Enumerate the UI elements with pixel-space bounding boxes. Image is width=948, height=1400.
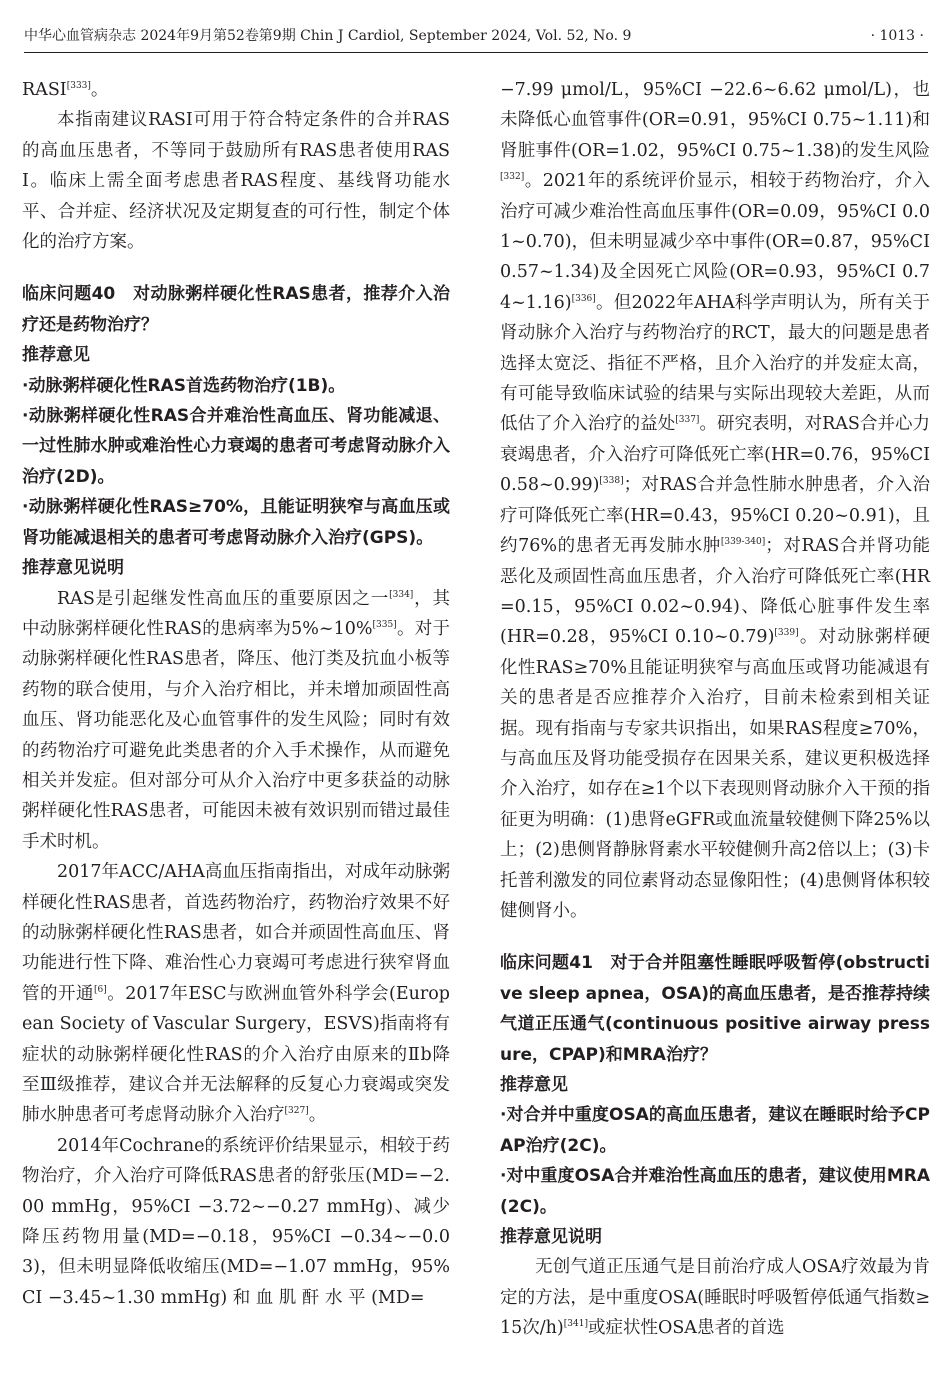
- citation-ref[interactable]: [339-340]: [720, 537, 766, 548]
- explanation-heading: 推荐意见说明: [22, 558, 124, 579]
- paragraph: 本指南建议RASI可用于符合特定条件的合并RAS的高血压患者，不等同于鼓励所有RAS患者使用RASI。临床上需全面考虑患者RAS程度、基线肾功能水平、合并症、经济状况及定期复查的可行性，制定个体化的治疗方案。: [22, 110, 450, 253]
- right-column: [500, 75, 930, 1344]
- journal-citation: 中华心血管病杂志 2024年9月第52卷第9期 Chin J Cardiol, September 2024, Vol. 52, No. 9: [24, 28, 632, 44]
- explanation-heading: 推荐意见说明: [500, 1227, 602, 1248]
- citation-ref[interactable]: [334]: [389, 589, 414, 600]
- paragraph: 无创气道正压通气是目前治疗成人OSA疗效最为肯定的方法，是中重度OSA(睡眠时呼吸暂停低通气指数≥15次/h)[341]或症状性OSA患者的首选: [500, 1257, 930, 1339]
- recommendation-item: ·动脉粥样硬化性RAS首选药物治疗(1B)。: [22, 375, 346, 396]
- paragraph-continuation: −7.99 μmol/L，95%CI −22.6~6.62 μmol/L)，也未降低心血管事件(OR=0.91，95%CI 0.75~1.11)和肾脏事件(OR=1.02，95%CI 0.75~1.38)的发生风险[332]。2021年的系统评价显示，相较于药物治疗，介入治疗可减少难治性高血压事件(OR=0.09，95%CI 0.01~0.70)，但未明显减少卒中事件(OR=0.87，95%CI 0.57~1.34)及全因死亡风险(OR=0.93，95%CI 0.74~1.16)[336]。但2022年AHA科学声明认为，所有关于肾动脉介入治疗与药物治疗的RCT，最大的问题是患者选择太宽泛、指征不严格，且介入治疗的并发症太高，有可能导致临床试验的结果与实际出现较大差距，从而低估了介入治疗的益处[337]。研究表明，对RAS合并心力衰竭患者，介入治疗可降低死亡率(HR=0.76，95%CI 0.58~0.99)[338]；对RAS合并急性肺水肿患者，介入治疗可降低死亡率(HR=0.43，95%CI 0.20~0.91)，且约76%的患者无再发肺水肿[339-340]；对RAS合并肾功能恶化及顽固性高血压患者，介入治疗可降低死亡率(HR=0.15，95%CI 0.02~0.94)、降低心脏事件发生率(HR=0.28，95%CI 0.10~0.79)[339]。对动脉粥样硬化性RAS≥70%且能证明狭窄与高血压或肾功能减退有关的患者是否应推荐介入治疗，目前未检索到相关证据。现有指南与专家共识指出，如果RAS程度≥70%，与高血压及肾功能受损存在因果关系，建议更积极选择介入治疗，如存在≥1个以下表现则肾动脉介入干预的指征更为明确：(1)患肾eGFR或血流量较健侧下降25%以上；(2)患侧肾静脉肾素水平较健侧升高2倍以上；(3)卡托普利激发的同位素肾动态显像阳性；(4)患侧肾体积较健侧肾小。: [500, 80, 931, 921]
- question-41-heading: 临床问题41 对于合并阻塞性睡眠呼吸暂停(obstructive sleep apnea，OSA)的高血压患者，是否推荐持续气道正压通气(continuous positive airway pressure，CPAP)和MRA治疗？: [500, 953, 930, 1065]
- citation-ref[interactable]: [332]: [500, 172, 525, 183]
- paragraph-continuation: RASI[333]。: [22, 80, 109, 100]
- citation-ref[interactable]: [333]: [66, 81, 91, 91]
- recommendation-item: ·对合并中重度OSA的高血压患者，建议在睡眠时给予CPAP治疗(2C)。: [500, 1105, 930, 1156]
- citation-ref[interactable]: [336]: [571, 293, 596, 304]
- recommendation-heading: 推荐意见: [22, 345, 90, 366]
- citation-ref[interactable]: [338]: [599, 476, 624, 487]
- left-column: [22, 75, 450, 1313]
- paragraph: 2017年ACC/AHA高血压指南指出，对成年动脉粥样硬化性RAS患者，首选药物治疗，药物治疗效果不好的动脉粥样硬化性RAS患者，如合并顽固性高血压、肾功能进行性下降、难治性心力衰竭可考虑进行狭窄肾血管的开通[6]。2017年ESC与欧洲血管外科学会(European Society of Vascular Surgery，ESVS)指南将有症状的动脉粥样硬化性RAS的介入治疗由原来的Ⅱb降至Ⅲ级推荐，建议合并无法解释的反复心力衰竭或突发肺水肿患者可考虑肾动脉介入治疗[327]。: [22, 862, 451, 1126]
- header-rule: [24, 52, 928, 53]
- paragraph: 2014年Cochrane的系统评价结果显示，相较于药物治疗，介入治疗可降低RAS患者的舒张压(MD=−2.00 mmHg，95%CI −3.72~−0.27 mmHg)、减少降压药物用量(MD=−0.18，95%CI −0.34~−0.03)，但未明显降低收缩压(MD=−1.07 mmHg，95%CI −3.45~1.30 mmHg) 和 血 肌 酐 水 平 (MD=: [22, 1135, 450, 1308]
- recommendation-heading: 推荐意见: [500, 1075, 568, 1095]
- question-40-heading: 临床问题40 对动脉粥样硬化性RAS患者，推荐介入治疗还是药物治疗？: [22, 284, 450, 335]
- page-number: · 1013 ·: [870, 28, 924, 44]
- citation-ref[interactable]: [341]: [563, 1319, 588, 1330]
- recommendation-item: ·对中重度OSA合并难治性高血压的患者，建议使用MRA(2C)。: [500, 1166, 930, 1217]
- citation-ref[interactable]: [339]: [774, 628, 799, 639]
- citation-ref[interactable]: [327]: [284, 1106, 309, 1117]
- paragraph: RAS是引起继发性高血压的重要原因之一[334]，其中动脉粥样硬化性RAS的患病率为5%~10%[335]。对于动脉粥样硬化性RAS患者，降压、他汀类及抗血小板等药物的联合使用，与介入治疗相比，并未增加顽固性高血压、肾功能恶化及心血管事件的发生风险；同时有效的药物治疗可避免此类患者的介入手术操作，从而避免相关并发症。但对部分可从介入治疗中更多获益的动脉粥样硬化性RAS患者，可能因未被有效识别而错过最佳手术时机。: [22, 588, 451, 852]
- citation-ref[interactable]: [335]: [372, 619, 397, 630]
- recommendation-item: ·动脉粥样硬化性RAS≥70%，且能证明狭窄与高血压或肾功能减退相关的患者可考虑肾动脉介入治疗(GPS)。: [22, 497, 450, 548]
- citation-ref[interactable]: [337]: [675, 415, 700, 426]
- running-header: [24, 20, 924, 52]
- citation-ref[interactable]: [6]: [94, 984, 107, 995]
- recommendation-item: ·动脉粥样硬化性RAS合并难治性高血压、肾功能减退、一过性肺水肿或难治性心力衰竭的患者可考虑肾动脉介入治疗(2D)。: [22, 406, 450, 487]
